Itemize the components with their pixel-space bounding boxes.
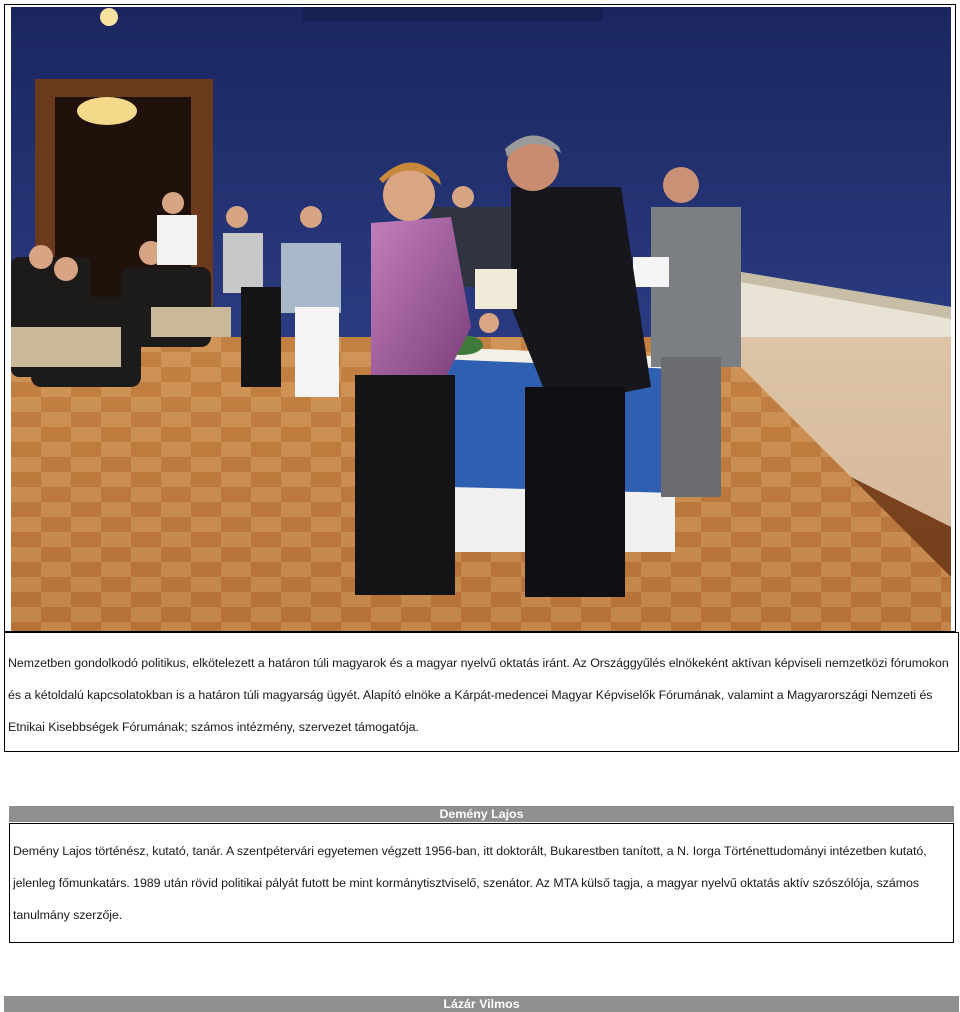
section-header-demeny-lajos: Demény Lajos: [9, 806, 954, 822]
bio-box: [4, 632, 959, 752]
bio-paragraph: Nemzetben gondolkodó politikus, elkötelezett a határon túli magyarok és a magyar nyelvű oktatás iránt. Az Országgyűlés elnökeként aktívan képviseli nemzetközi fórumokon és a kétoldalú kapcsolatokban is a határon túli magyarság ügyét. Alapító elnöke a Kárpát-medencei Magyar Képviselők Fórumának, valamint a Magyarországi Nemzeti és Etnikai Kisebbségek Fórumának; számos intézmény, szervezet támogatója.: [8, 656, 949, 734]
section-header-lazar-vilmos: Lázár Vilmos: [4, 996, 959, 1012]
ceremony-photo: [11, 7, 951, 631]
bio-box-demeny-lajos: [9, 823, 954, 943]
ceremony-photo-image: [11, 7, 951, 631]
photo-frame: [4, 4, 956, 632]
bio-paragraph-demeny-lajos: Demény Lajos történész, kutató, tanár. A szentpétervári egyetemen végzett 1956-ban, itt doktorált, Bukarestben tanított, a N. Iorga Történettudományi intézetben kutató, jelenleg főmunkatárs. 1989 után rövid politikai pályát futott be mint kormánytisztviselő, szenátor. Az MTA külső tagja, a magyar nyelvű oktatás aktív szószólója, számos tanulmány szerzője.: [13, 844, 927, 922]
